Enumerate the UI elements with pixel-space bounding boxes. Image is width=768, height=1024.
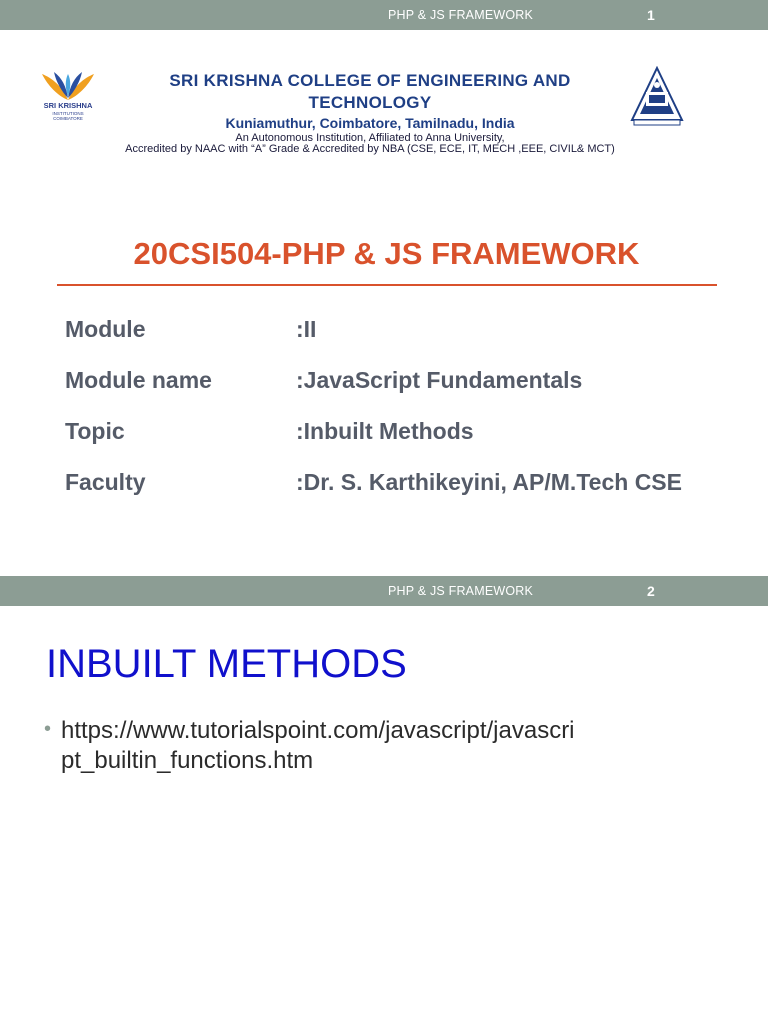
- title-divider: [57, 284, 717, 286]
- page-number: 2: [647, 583, 655, 599]
- logo-brand-text: SRI KRISHNA: [43, 101, 93, 110]
- bullet-link-text[interactable]: https://www.tutorialspoint.com/javascript/javascript_builtin_functions.htm: [61, 717, 575, 774]
- slide-2: [0, 576, 768, 1024]
- course-title: 20CSI504-PHP & JS FRAMEWORK: [133, 236, 640, 271]
- info-value: :Inbuilt Methods: [296, 418, 474, 444]
- college-header: [110, 70, 630, 145]
- info-value: :JavaScript Fundamentals: [296, 367, 583, 393]
- bullet-icon: •: [44, 718, 52, 740]
- college-accreditation: Accredited by NAAC with “A” Grade & Accredited by NBA (CSE, ECE, IT, MECH ,EEE, CIVIL& MCT): [125, 143, 615, 155]
- sri-krishna-logo-icon: [36, 68, 100, 124]
- logo-sub-text: INSTITUTIONS COIMBATORE: [52, 111, 84, 121]
- college-emblem-icon: [628, 66, 686, 128]
- page-number: 1: [647, 7, 655, 23]
- info-label: Faculty: [65, 469, 146, 495]
- slide-header-bar: [0, 0, 768, 30]
- college-name-line-1: SRI KRISHNA COLLEGE OF ENGINEERING AND: [169, 71, 571, 90]
- college-name-line-2: TECHNOLOGY: [308, 93, 432, 112]
- info-label: Topic: [65, 418, 125, 444]
- slide-title: INBUILT METHODS: [46, 642, 407, 686]
- footer-title: PHP & JS FRAMEWORK: [388, 584, 534, 598]
- college-autonomous: An Autonomous Institution, Affiliated to Anna University,: [235, 132, 505, 144]
- info-value: :Dr. S. Karthikeyini, AP/M.Tech CSE: [296, 469, 682, 495]
- footer-title: PHP & JS FRAMEWORK: [388, 8, 534, 22]
- slide-header-bar: [0, 576, 768, 606]
- info-label: Module: [65, 316, 146, 342]
- info-label: Module name: [65, 367, 212, 393]
- college-location: Kuniamuthur, Coimbatore, Tamilnadu, India: [225, 115, 515, 131]
- info-value: :II: [296, 316, 317, 342]
